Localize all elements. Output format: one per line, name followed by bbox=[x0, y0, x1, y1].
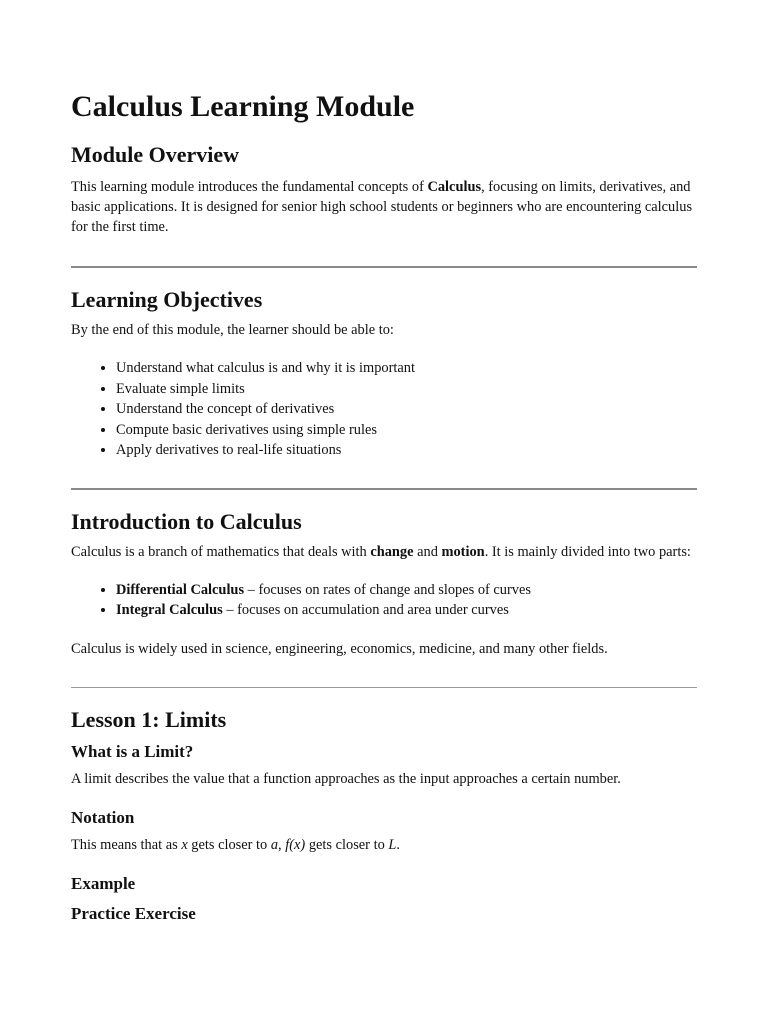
var-a: a bbox=[270, 836, 279, 853]
objectives-intro: By the end of this module, the learner should be able to: bbox=[71, 322, 394, 338]
intro-paragraph bbox=[71, 542, 697, 562]
list-item: • Understand the concept of derivatives bbox=[116, 399, 697, 420]
list-item: • Understand what calculus is and why it is important bbox=[116, 358, 697, 379]
practice-exercise-heading: Practice Exercise bbox=[71, 903, 196, 923]
list-item: • Evaluate simple limits bbox=[116, 379, 697, 400]
what-is-limit-heading: What is a Limit? bbox=[71, 741, 194, 761]
intro-uses-paragraph: Calculus is widely used in science, engineering, economics, medicine, and many other fields. bbox=[71, 640, 608, 657]
lesson1-heading: Lesson 1: Limits bbox=[71, 706, 227, 732]
intro-bold-motion: motion bbox=[441, 543, 485, 560]
list-item: • Apply derivatives to real-life situations bbox=[116, 440, 697, 461]
var-fx: f(x) bbox=[285, 836, 306, 853]
intro-text-c: . It is mainly divided into two parts: bbox=[484, 543, 691, 560]
objectives-heading: Learning Objectives bbox=[71, 287, 263, 312]
integral-desc: – focuses on accumulation and area under curves bbox=[222, 602, 509, 618]
var-x: x bbox=[181, 836, 188, 853]
list-item bbox=[116, 600, 697, 621]
limit-definition: A limit describes the value that a function approaches as the input approaches a certain number. bbox=[71, 770, 621, 787]
notation-text: . bbox=[396, 836, 400, 853]
section-divider bbox=[71, 488, 697, 490]
objectives-list bbox=[71, 358, 697, 461]
intro-text-b: and bbox=[413, 543, 442, 560]
list-item: • Compute basic derivatives using simple rules bbox=[116, 420, 697, 441]
section-divider bbox=[71, 266, 697, 268]
section-divider bbox=[71, 687, 697, 688]
notation-text: gets closer to bbox=[187, 836, 271, 853]
integral-label: Integral Calculus bbox=[116, 602, 223, 618]
overview-paragraph bbox=[71, 177, 697, 237]
overview-heading: Module Overview bbox=[71, 142, 240, 167]
notation-text: This means that as bbox=[71, 836, 182, 853]
intro-heading: Introduction to Calculus bbox=[71, 508, 302, 534]
notation-text: gets closer to bbox=[305, 836, 389, 853]
notation-paragraph bbox=[71, 835, 697, 855]
differential-label: Differential Calculus bbox=[116, 581, 245, 598]
differential-desc: – focuses on rates of change and slopes of curves bbox=[244, 581, 531, 598]
calculus-types-list bbox=[71, 580, 697, 621]
notation-heading: Notation bbox=[71, 807, 135, 827]
overview-text-end: , focusing on limits, derivatives, and basic applications. It is designed for senior high school students or beginners who are encountering calculus for the first time. bbox=[71, 179, 693, 235]
overview-bold-calculus: Calculus bbox=[427, 179, 482, 195]
var-L: L bbox=[388, 836, 397, 853]
page-title: Calculus Learning Module bbox=[71, 90, 415, 123]
list-item bbox=[116, 580, 697, 601]
example-heading: Example bbox=[71, 873, 136, 893]
intro-bold-change: change bbox=[370, 543, 414, 560]
overview-text-start: This learning module introduces the fundamental concepts of bbox=[71, 179, 428, 195]
notation-text: , bbox=[278, 836, 286, 853]
intro-text-a: Calculus is a branch of mathematics that deals with bbox=[71, 543, 371, 560]
